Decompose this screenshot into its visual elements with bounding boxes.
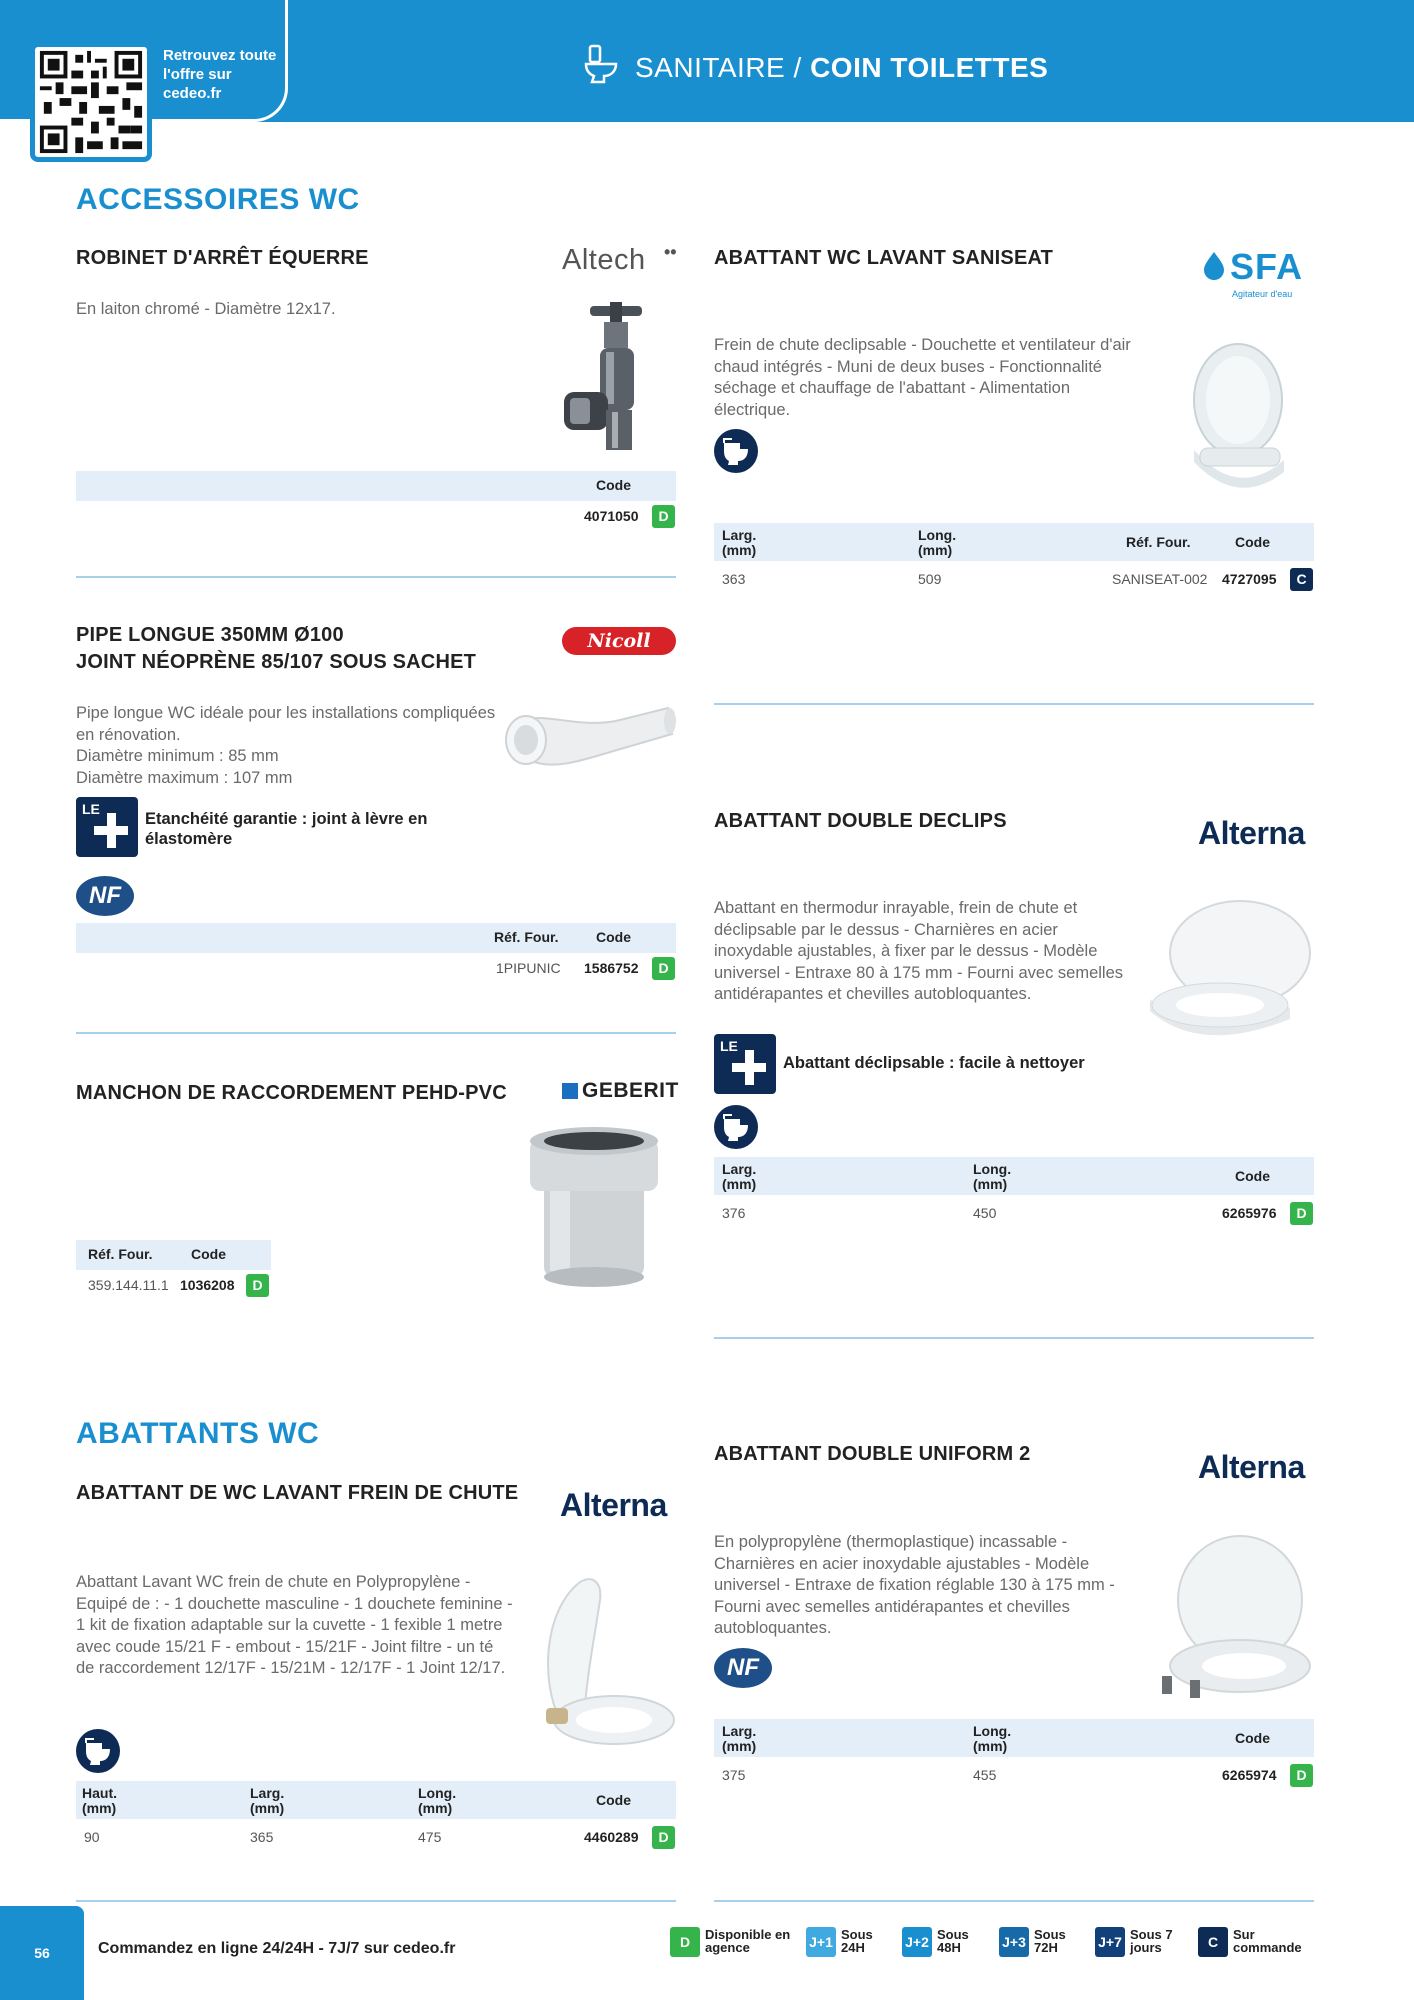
cell-larg: 363 <box>722 571 746 587</box>
qr-code-pattern-icon <box>35 47 147 157</box>
col-header-long: Long. (mm) <box>973 1161 1012 1192</box>
table-header <box>76 471 676 501</box>
page-title <box>635 52 1048 84</box>
feature-text-declips: Abattant déclipsable : facile à nettoyer <box>783 1054 1085 1072</box>
brand-logo-altech-dots: •• <box>664 242 677 262</box>
sfa-drop-icon <box>1200 250 1228 280</box>
col-header-code: Code <box>596 1792 631 1808</box>
cell-haut: 90 <box>84 1829 100 1845</box>
brand-logo-alterna: Alterna <box>1198 815 1305 851</box>
col-header-ref: Réf. Four. <box>88 1246 153 1262</box>
legend-badge: J+1 <box>806 1927 836 1957</box>
brand-logo-nicoll: Nicoll <box>562 627 676 655</box>
col-header-long: Long. (mm) <box>418 1785 457 1816</box>
wc-feature-icon <box>714 429 758 473</box>
product-title-declips: ABATTANT DOUBLE DECLIPS <box>714 810 1007 832</box>
availability-badge: D <box>652 1826 675 1849</box>
cell-larg: 376 <box>722 1205 746 1221</box>
cell-code: 1586752 <box>584 960 639 976</box>
cell-long: 475 <box>418 1829 442 1845</box>
table-declips <box>714 1157 1314 1227</box>
col-header-ref: Réf. Four. <box>1126 534 1191 550</box>
pipe-sleeve-image <box>520 1125 670 1290</box>
le-plus-badge <box>714 1034 776 1094</box>
toilet-seat-icon <box>714 429 758 473</box>
product-desc-pipe: Pipe longue WC idéale pour les installations compliquées en rénovation. Diamètre minimum : 85 mm Diamètre maximum : 107 mm <box>76 704 496 787</box>
legend-badge: J+3 <box>999 1927 1029 1957</box>
legend-badge: C <box>1198 1927 1228 1957</box>
le-plus-label: LE <box>82 801 100 817</box>
product-title-pipe-line2: JOINT NÉOPRÈNE 85/107 SOUS SACHET <box>76 651 477 673</box>
col-header-ref: Réf. Four. <box>494 929 559 945</box>
product-desc-uniform: En polypropylène (thermoplastique) incassable - Charnières en acier inoxydable ajustables - Modèle universel - Entraxe de fixation réglable 130 à 175 mm - Fourni avec semelles antidérapantes et chevilles autobloquantes. <box>714 1533 1115 1637</box>
wc-feature-icon <box>714 1105 758 1149</box>
table-pipe <box>76 923 676 983</box>
separator <box>76 576 676 578</box>
product-desc-declips: Abattant en thermodur inrayable, frein de chute et déclipsable par le dessus - Charnières en acier inoxydable ajustables, à fixer par le dessus - Modèle universel - Entraxe 80 à 175 mm - Fourni avec semelles antidérapantes et chevilles autobloquantes. <box>714 899 1124 1003</box>
toilet-seat-icon <box>714 1105 758 1149</box>
page-title-subcategory: COIN TOILETTES <box>810 52 1049 83</box>
availability-badge: D <box>652 505 675 528</box>
geberit-square-icon <box>562 1083 578 1099</box>
col-header-haut: Haut. (mm) <box>82 1785 117 1816</box>
availability-badge: C <box>1290 568 1313 591</box>
feature-text-pipe: Etanchéité garantie : joint à lèvre en élastomère <box>145 810 428 848</box>
col-header-long: Long. (mm) <box>973 1723 1012 1754</box>
section-title-accessoires: ACCESSOIRES WC <box>76 183 360 216</box>
availability-badge: D <box>652 957 675 980</box>
cell-larg: 375 <box>722 1767 746 1783</box>
le-plus-badge <box>76 797 138 857</box>
brand-logo-alterna: Alterna <box>1198 1449 1305 1485</box>
wc-pipe-image <box>500 700 680 780</box>
col-header-larg: Larg. (mm) <box>722 1161 757 1192</box>
qr-code[interactable] <box>30 42 152 162</box>
washing-seat-frein-image <box>520 1570 680 1750</box>
col-header-code: Code <box>1235 1168 1270 1184</box>
product-title-uniform: ABATTANT DOUBLE UNIFORM 2 <box>714 1443 1031 1465</box>
le-plus-label: LE <box>720 1038 738 1054</box>
product-title-frein: ABATTANT DE WC LAVANT FREIN DE CHUTE <box>76 1482 519 1504</box>
legend-label: Sous 72H <box>1034 1927 1066 1955</box>
separator <box>76 1032 676 1034</box>
legend-label: Sous 7 jours <box>1130 1927 1173 1955</box>
washing-seat-image <box>1180 340 1300 505</box>
col-header-code: Code <box>1235 1730 1270 1746</box>
legend-label: Sous 48H <box>937 1927 969 1955</box>
cell-code: 4727095 <box>1222 571 1277 587</box>
brand-logo-altech: Altech <box>562 244 646 276</box>
col-header-larg: Larg. (mm) <box>250 1785 285 1816</box>
nf-certification-badge: NF <box>76 876 134 916</box>
wc-feature-icon <box>76 1729 120 1773</box>
cell-code: 4071050 <box>584 508 639 524</box>
table-manchon <box>76 1240 271 1300</box>
legend-label: Sur commande <box>1233 1927 1302 1955</box>
page-number: 56 <box>0 1906 84 2000</box>
col-header-code: Code <box>1235 534 1270 550</box>
col-header-larg: Larg. (mm) <box>722 527 757 558</box>
brand-logo-sfa-tagline: Agitateur d'eau <box>1232 289 1293 299</box>
table-header <box>714 523 1314 561</box>
toilet-seat-uniform-image <box>1148 1530 1318 1710</box>
cell-code: 6265976 <box>1222 1205 1277 1221</box>
col-header-long: Long. (mm) <box>918 527 957 558</box>
separator <box>76 1900 676 1902</box>
col-header-larg: Larg. (mm) <box>722 1723 757 1754</box>
product-desc-frein: Abattant Lavant WC frein de chute en Polypropylène - Equipé de : - 1 douchette masculine - 1 douchete feminine - 1 kit de fixation adaptable sur la cuvette - 1 fexible 1 metre avec coude 15/21 F - embout - 15/21F - Joint filtre - un té de raccordement 12/17F - 15/21M - 12/17F - 1 Joint 12/17. <box>76 1573 513 1677</box>
col-header-code: Code <box>191 1246 226 1262</box>
product-title-saniseat: ABATTANT WC LAVANT SANISEAT <box>714 247 1054 269</box>
toilet-seat-image <box>1140 895 1320 1045</box>
brand-logo-geberit: GEBERIT <box>582 1079 679 1102</box>
legend-badge: J+2 <box>902 1927 932 1957</box>
product-title-robinet: ROBINET D'ARRÊT ÉQUERRE <box>76 247 369 269</box>
col-header-code: Code <box>596 477 631 493</box>
footer-order-link[interactable]: Commandez en ligne 24/24H - 7J/7 sur cedeo.fr <box>98 1940 456 1957</box>
separator <box>714 1337 1314 1339</box>
cell-ref: SANISEAT-002 <box>1112 571 1208 587</box>
separator <box>714 703 1314 705</box>
toilet-seat-icon <box>76 1729 120 1773</box>
cell-long: 450 <box>973 1205 997 1221</box>
cell-ref: 1PIPUNIC <box>496 960 561 976</box>
section-title-abattants: ABATTANTS WC <box>76 1417 320 1450</box>
table-frein <box>76 1781 676 1851</box>
brand-logo-alterna: Alterna <box>560 1487 667 1523</box>
product-title-pipe-line1: PIPE LONGUE 350MM Ø100 <box>76 624 344 646</box>
legend-label: Sous 24H <box>841 1927 873 1955</box>
page-title-category: SANITAIRE / <box>635 52 802 83</box>
product-desc-saniseat: Frein de chute declipsable - Douchette et ventilateur d'air chaud intégrés - Muni de deux buses - Fonctionnalité séchage et chauffage de l'abattant - Alimentation électrique. <box>714 336 1131 419</box>
cell-long: 455 <box>973 1767 997 1783</box>
qr-caption: Retrouvez toute l'offre sur cedeo.fr <box>163 47 277 102</box>
separator <box>714 1900 1314 1902</box>
cell-long: 509 <box>918 571 942 587</box>
cell-code: 6265974 <box>1222 1767 1277 1783</box>
cell-code: 1036208 <box>180 1277 235 1293</box>
table-saniseat <box>714 523 1314 593</box>
legend-badge: J+7 <box>1095 1927 1125 1957</box>
legend-badge: D <box>670 1927 700 1957</box>
cell-larg: 365 <box>250 1829 274 1845</box>
product-title-manchon: MANCHON DE RACCORDEMENT PEHD-PVC <box>76 1082 507 1104</box>
table-header <box>76 923 676 953</box>
table-uniform <box>714 1719 1314 1789</box>
legend-label: Disponible en agence <box>705 1927 791 1955</box>
valve-image <box>560 300 670 460</box>
nf-certification-badge: NF <box>714 1648 772 1688</box>
table-header <box>76 1781 676 1819</box>
cell-ref: 359.144.11.1 <box>88 1277 169 1293</box>
availability-badge: D <box>1290 1202 1313 1225</box>
cell-code: 4460289 <box>584 1829 639 1845</box>
availability-badge: D <box>246 1274 269 1297</box>
availability-badge: D <box>1290 1764 1313 1787</box>
product-desc-robinet: En laiton chromé - Diamètre 12x17. <box>76 300 336 318</box>
toilet-icon <box>582 42 620 84</box>
brand-logo-sfa: SFA <box>1230 246 1304 287</box>
table-robinet <box>76 471 676 531</box>
col-header-code: Code <box>596 929 631 945</box>
